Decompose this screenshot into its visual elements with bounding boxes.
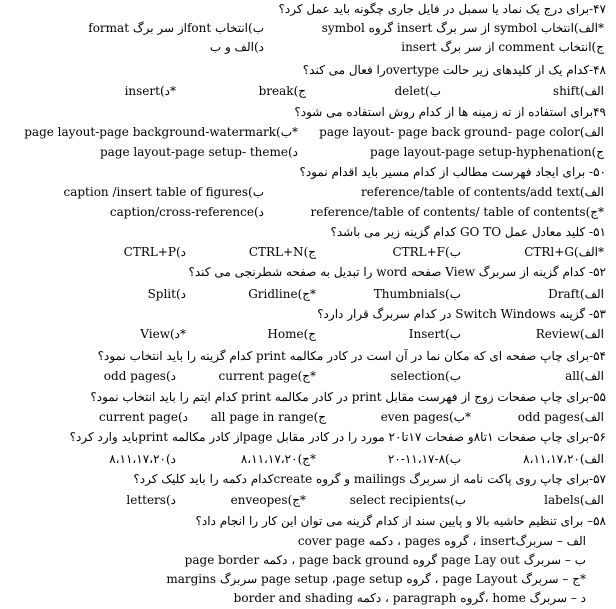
option-d[interactable]: د)current page bbox=[98, 410, 188, 424]
option-a[interactable]: *الف)انتخاب symbol از سر برگ insert گروه symbol bbox=[321, 21, 604, 35]
option-b[interactable]: ب)delet bbox=[394, 84, 441, 98]
option-a[interactable]: الف)Draft bbox=[548, 287, 604, 301]
question-text: -کدام یک از کلیدهای زیر حالت overtypeرا فعال می کند؟ bbox=[302, 63, 594, 77]
option-c[interactable]: ج)انتخاب comment از سر برگ insert bbox=[401, 40, 604, 54]
question-number: ۵۶ bbox=[593, 430, 606, 444]
question-number: ۴۷ bbox=[593, 2, 606, 16]
option-c[interactable]: ج)break bbox=[258, 84, 306, 98]
option-b[interactable]: ب)انتخاب fontاز سر برگ format bbox=[88, 21, 264, 35]
question-58 bbox=[0, 512, 616, 530]
option-a[interactable]: الف – سربرگinsert ، گروه pages ، دکمه cover page bbox=[297, 534, 586, 548]
question-text: - کدام گزینه از سربرگ View صفحه word را تبدیل به صفحه شطرنجی می کند؟ bbox=[188, 265, 594, 279]
question-number: ۵۲ bbox=[593, 265, 606, 279]
option-d[interactable]: *د)insert bbox=[124, 84, 176, 98]
option-a[interactable]: الف)Review bbox=[535, 327, 604, 341]
option-b[interactable]: ب)Insert bbox=[408, 327, 461, 341]
option-d[interactable]: د)Split bbox=[147, 287, 186, 301]
question-51 bbox=[0, 223, 616, 241]
option-a[interactable]: الف)all bbox=[565, 369, 604, 383]
option-d[interactable]: د)۸،۱۱،۱۷،۲۰ bbox=[109, 452, 176, 466]
question-number: ۴۹ bbox=[593, 105, 606, 119]
question-56 bbox=[0, 428, 616, 446]
question-49 bbox=[0, 103, 616, 121]
option-d[interactable]: د – سربرگ home ،گروه paragraph ، دکمه border and shading bbox=[233, 591, 586, 605]
option-c[interactable]: *ج)enveopes bbox=[230, 493, 306, 507]
question-text: - گزینه Switch Windows در کدام سربرگ قرار دارد؟ bbox=[317, 307, 594, 321]
question-text: -برای درج یک نماد یا سمبل در فایل جاری چگونه باید عمل کرد؟ bbox=[278, 2, 594, 16]
question-text: -برای چاپ صفحات زوج از فهرست مقابل print در کادر مکالمه print کدام ایتم را باید انتخاب نمود؟ bbox=[90, 390, 594, 404]
option-b[interactable]: ب)select recipients bbox=[349, 493, 466, 507]
question-text: -برای چاپ صفحه ای که مکان نما در آن است در کادر مکالمه print کدام گزینه را باید انتخاب نمود؟ bbox=[97, 349, 594, 363]
question-50 bbox=[0, 163, 616, 181]
question-55 bbox=[0, 388, 616, 406]
option-c[interactable]: *ج)۸،۱۱،۱۷،۲۰ bbox=[240, 452, 316, 466]
option-a[interactable]: *الف)CTRl+G bbox=[524, 245, 604, 259]
option-c[interactable]: *ج)reference/table of contents/ table of contents bbox=[310, 205, 604, 219]
option-a[interactable]: الف)۸،۱۱،۱۷،۲۰ bbox=[523, 452, 604, 466]
option-c[interactable]: *ج)current page bbox=[218, 369, 316, 383]
question-text: برای استفاده از ته زمینه ها از کدام روش استفاده می شود؟ bbox=[294, 105, 594, 119]
option-d[interactable]: د)الف و ب bbox=[209, 40, 264, 54]
question-number: ۵۷ bbox=[593, 472, 606, 486]
question-number: ۵۱ bbox=[593, 225, 606, 239]
question-text: - برای ایجاد فهرست مطالب از کدام مسیر باید اقدام نمود؟ bbox=[299, 165, 594, 179]
question-text: -برای چاپ صفحات ۱تا۸و صفحات ۱۷تا۲۰ مورد را در کادر مقابل pageاز کادر مکالمه printباید وارد کرد؟ bbox=[69, 430, 594, 444]
question-number: ۵۸ bbox=[593, 514, 606, 528]
question-number: ۵۳ bbox=[593, 307, 606, 321]
option-c[interactable]: ج)CTRL+N bbox=[248, 245, 316, 259]
question-47 bbox=[0, 0, 616, 18]
option-a[interactable]: الف)labels bbox=[544, 493, 604, 507]
question-number: ۵۰ bbox=[593, 165, 606, 179]
option-c[interactable]: ج)Home bbox=[267, 327, 316, 341]
option-b[interactable]: ب)Thumbnials bbox=[373, 287, 461, 301]
option-a[interactable]: الف)odd pages bbox=[517, 410, 604, 424]
question-48 bbox=[0, 61, 616, 79]
option-d[interactable]: د)caption/cross-reference bbox=[109, 205, 264, 219]
option-d[interactable]: د)page layout-page setup- theme bbox=[100, 145, 298, 159]
option-a[interactable]: الف)shift bbox=[552, 84, 604, 98]
option-b[interactable]: ب)CTRL+F bbox=[392, 245, 461, 259]
option-d[interactable]: د)CTRL+P bbox=[123, 245, 186, 259]
option-b[interactable]: ب)caption /insert table of figures bbox=[63, 185, 264, 199]
option-a[interactable]: الف)reference/table of contents/add text bbox=[361, 185, 604, 199]
option-a[interactable]: الف)page layout- page back ground- page color bbox=[319, 125, 604, 139]
question-number: ۵۴ bbox=[593, 349, 606, 363]
option-c[interactable]: *ج – سربرگ page Layout ، گروه page setup ،page setup سربرگ margins bbox=[166, 572, 586, 586]
option-b[interactable]: ب)۸-۱۱،۱۷-۲۰ bbox=[387, 452, 461, 466]
option-b[interactable]: *ب)even pages bbox=[380, 410, 471, 424]
option-b[interactable]: ب – سربرگ page Lay out گروه page back ground ، دکمه page border bbox=[184, 553, 586, 567]
question-text: - کلید معادل عمل GO TO کدام گزینه زیر می باشد؟ bbox=[330, 225, 594, 239]
option-d[interactable]: *د)View bbox=[140, 327, 186, 341]
question-text: -برای چاپ روی پاکت نامه از سربرگ mailings و گروه createکدام دکمه را باید کلیک کرد؟ bbox=[133, 472, 594, 486]
option-d[interactable]: د)odd pages bbox=[103, 369, 176, 383]
question-53 bbox=[0, 305, 616, 323]
question-54 bbox=[0, 347, 616, 365]
option-b[interactable]: ب)selection bbox=[390, 369, 461, 383]
option-d[interactable]: د)letters bbox=[126, 493, 176, 507]
question-52 bbox=[0, 263, 616, 281]
option-b[interactable]: *ب)page layout-page background-watermark bbox=[24, 125, 298, 139]
option-c[interactable]: ج)all page in range bbox=[210, 410, 326, 424]
option-c[interactable]: ج)page layout-page setup-hyphenation bbox=[370, 145, 604, 159]
question-number: ۴۸ bbox=[593, 63, 606, 77]
option-c[interactable]: *ج)Gridline bbox=[248, 287, 316, 301]
question-number: ۵۵ bbox=[593, 390, 606, 404]
question-text: – برای تنظیم حاشیه بالا و پایین سند از کدام گزینه می توان این کار را انجام داد؟ bbox=[195, 514, 594, 528]
question-57 bbox=[0, 470, 616, 488]
